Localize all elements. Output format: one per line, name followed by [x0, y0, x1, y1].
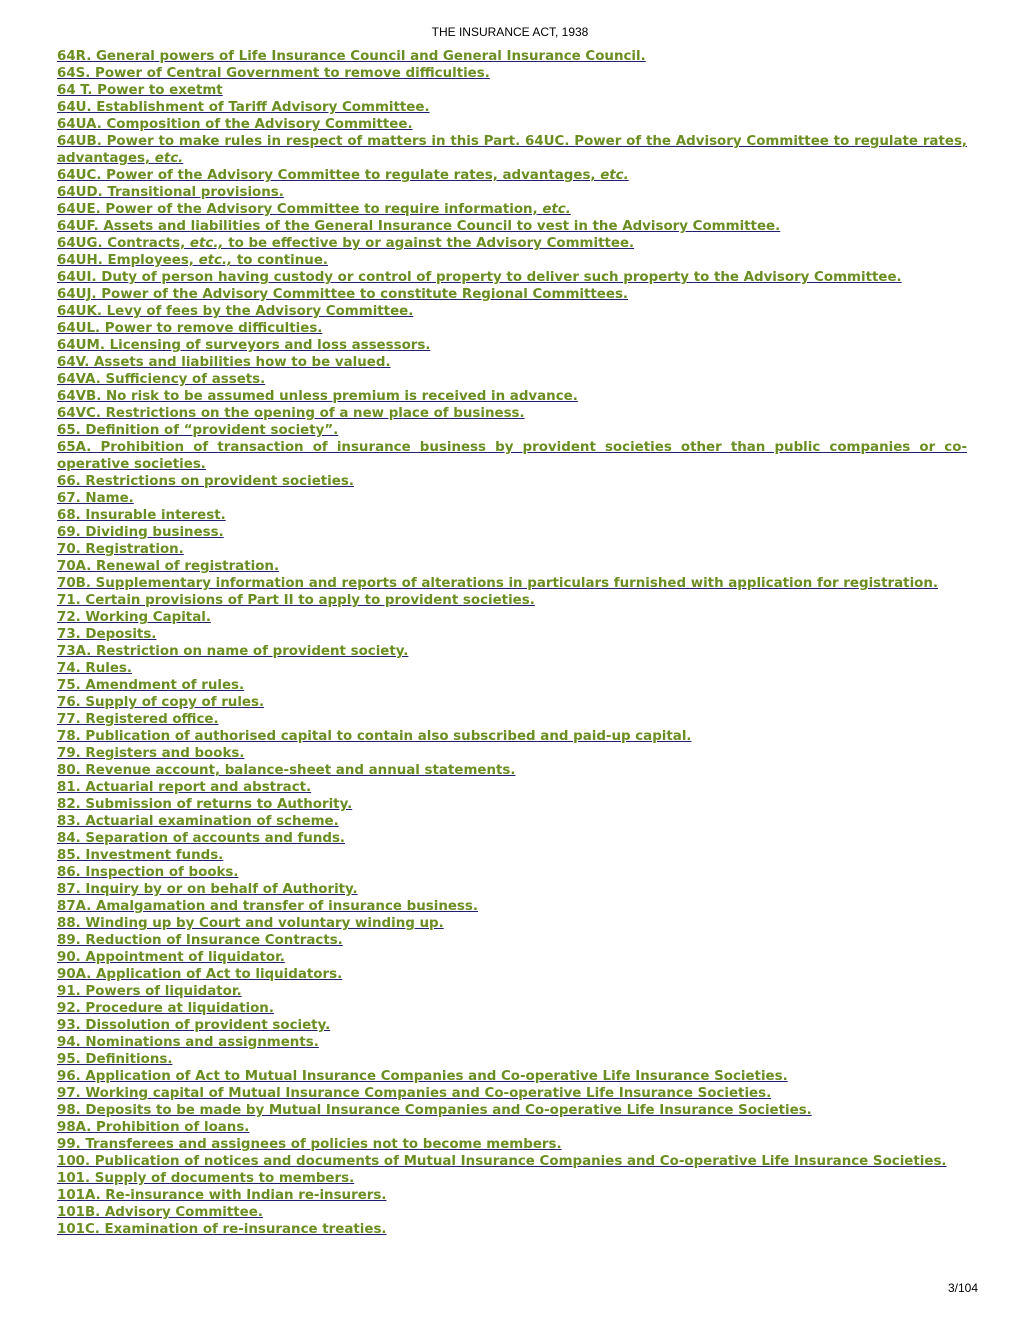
toc-link-text-after: to continue.	[236, 253, 329, 268]
toc-item	[57, 694, 967, 711]
toc-link-text: 101A. Re-insurance with Indian re-insurers.	[57, 1188, 387, 1203]
toc-link-emphasis: etc.	[542, 202, 571, 217]
toc-link-text: 67. Name.	[57, 491, 134, 506]
toc-link[interactable]	[57, 134, 967, 166]
toc-link[interactable]	[57, 66, 490, 81]
toc-item	[57, 252, 967, 269]
toc-link-emphasis: etc.,	[198, 253, 233, 268]
toc-link-text: 98A. Prohibition of loans.	[57, 1120, 250, 1135]
toc-item	[57, 779, 967, 796]
toc-link[interactable]	[57, 729, 692, 744]
toc-link[interactable]	[57, 440, 967, 472]
toc-link-text: 64UA. Composition of the Advisory Committee.	[57, 117, 413, 132]
toc-link-text: 64UE. Power of the Advisory Committee to require information,	[57, 202, 538, 217]
toc-link-text: 90A. Application of Act to liquidators.	[57, 967, 343, 982]
toc-link[interactable]	[57, 848, 223, 863]
toc-item	[57, 1017, 967, 1034]
toc-link[interactable]	[57, 338, 430, 353]
toc-item	[57, 490, 967, 507]
toc-link[interactable]	[57, 389, 578, 404]
toc-item	[57, 524, 967, 541]
toc-link[interactable]	[57, 644, 408, 659]
toc-link[interactable]	[57, 967, 342, 982]
toc-link[interactable]	[57, 355, 391, 370]
toc-link-text: 100. Publication of notices and documents of Mutual Insurance Companies and Co-operative Life Insurance Societies.	[57, 1154, 947, 1169]
toc-item	[57, 1034, 967, 1051]
toc-link-text: 81. Actuarial report and abstract.	[57, 780, 312, 795]
toc-link-text: 98. Deposits to be made by Mutual Insurance Companies and Co-operative Life Insurance Societies.	[57, 1103, 812, 1118]
toc-link[interactable]	[57, 1154, 947, 1169]
toc-link-text: 64UF. Assets and liabilities of the General Insurance Council to vest in the Advisory Committee.	[57, 219, 781, 234]
toc-link[interactable]	[57, 712, 219, 727]
toc-link-text: 101C. Examination of re-insurance treaties.	[57, 1222, 387, 1237]
toc-link-text: 64S. Power of Central Government to remove difficulties.	[57, 66, 490, 81]
toc-link[interactable]	[57, 1052, 172, 1067]
toc-link-text: 86. Inspection of books.	[57, 865, 239, 880]
toc-link[interactable]	[57, 899, 478, 914]
toc-link[interactable]	[57, 1018, 330, 1033]
toc-item	[57, 745, 967, 762]
toc-link-text: 74. Rules.	[57, 661, 132, 676]
toc-item	[57, 1085, 967, 1102]
toc-item	[57, 796, 967, 813]
toc-link[interactable]	[57, 865, 239, 880]
toc-link[interactable]	[57, 406, 525, 421]
toc-item	[57, 184, 967, 201]
toc-item	[57, 133, 967, 167]
toc-link[interactable]	[57, 1120, 249, 1135]
toc-item	[57, 1000, 967, 1017]
toc-item	[57, 762, 967, 779]
toc-link[interactable]	[57, 678, 244, 693]
toc-item	[57, 660, 967, 677]
toc-item	[57, 541, 967, 558]
toc-link-text: 91. Powers of liquidator.	[57, 984, 242, 999]
toc-item	[57, 48, 967, 65]
toc-link[interactable]	[57, 661, 132, 676]
toc-link-text: 68. Insurable interest.	[57, 508, 226, 523]
toc-link[interactable]	[57, 49, 646, 64]
toc-link[interactable]	[57, 304, 413, 319]
toc-link[interactable]	[57, 202, 571, 217]
toc-link-text: 87. Inquiry by or on behalf of Authority.	[57, 882, 358, 897]
toc-link-text: 92. Procedure at liquidation.	[57, 1001, 274, 1016]
toc-item	[57, 116, 967, 133]
toc-link-text: 101. Supply of documents to members.	[57, 1171, 355, 1186]
toc-link-text: 64UL. Power to remove difficulties.	[57, 321, 323, 336]
toc-link[interactable]	[57, 814, 339, 829]
toc-item	[57, 847, 967, 864]
toc-link-text: 80. Revenue account, balance-sheet and annual statements.	[57, 763, 516, 778]
toc-link[interactable]	[57, 270, 902, 285]
toc-link[interactable]	[57, 542, 184, 557]
toc-link-text: 64 T. Power to exetmt	[57, 83, 223, 98]
toc-item	[57, 507, 967, 524]
toc-link-text: 73. Deposits.	[57, 627, 157, 642]
toc-link-text: 70. Registration.	[57, 542, 184, 557]
toc-link-text: 65. Definition of “provident society”.	[57, 423, 339, 438]
toc-link[interactable]	[57, 576, 938, 591]
toc-link-emphasis: etc.,	[189, 236, 224, 251]
toc-link-text: 75. Amendment of rules.	[57, 678, 245, 693]
toc-link-text: 64UC. Power of the Advisory Committee to regulate rates, advantages,	[57, 168, 596, 183]
toc-link[interactable]	[57, 882, 358, 897]
toc-item	[57, 167, 967, 184]
toc-item	[57, 269, 967, 286]
toc-item	[57, 1068, 967, 1085]
toc-link[interactable]	[57, 950, 285, 965]
toc-link[interactable]	[57, 236, 634, 251]
toc-item	[57, 1221, 967, 1238]
toc-link-text: 64UH. Employees,	[57, 253, 194, 268]
toc-link-text: 82. Submission of returns to Authority.	[57, 797, 353, 812]
toc-item	[57, 371, 967, 388]
toc-link[interactable]	[57, 253, 328, 268]
toc-link[interactable]	[57, 746, 244, 761]
toc-link[interactable]	[57, 525, 224, 540]
toc-link[interactable]	[57, 1171, 354, 1186]
toc-item	[57, 65, 967, 82]
toc-link[interactable]	[57, 916, 444, 931]
toc-link-text: 72. Working Capital.	[57, 610, 211, 625]
page-number: 3/104	[947, 1281, 978, 1295]
toc-link-text: 76. Supply of copy of rules.	[57, 695, 265, 710]
toc-link-text: 64UJ. Power of the Advisory Committee to constitute Regional Committees.	[57, 287, 629, 302]
toc-link-emphasis: etc.	[600, 168, 629, 183]
toc-item	[57, 609, 967, 626]
toc-item	[57, 711, 967, 728]
toc-link[interactable]	[57, 491, 134, 506]
toc-item	[57, 575, 967, 592]
toc-item	[57, 592, 967, 609]
toc-link[interactable]	[57, 1086, 771, 1101]
toc-link[interactable]	[57, 1069, 788, 1084]
toc-link[interactable]	[57, 287, 628, 302]
toc-link-text: 77. Registered office.	[57, 712, 219, 727]
toc-item	[57, 473, 967, 490]
toc-link-text: 64UI. Duty of person having custody or control of property to deliver such property to the Advisory Committee.	[57, 270, 902, 285]
toc-item	[57, 286, 967, 303]
toc-link-text: 79. Registers and books.	[57, 746, 245, 761]
toc-item	[57, 388, 967, 405]
toc-link-text: 70B. Supplementary information and reports of alterations in particulars furnished with application for registration.	[57, 576, 938, 591]
toc-link[interactable]	[57, 610, 211, 625]
toc-link[interactable]	[57, 797, 352, 812]
toc-item	[57, 949, 967, 966]
toc-item	[57, 677, 967, 694]
toc-link-text: 64UB. Power to make rules in respect of matters in this Part. 64UC. Power of the Advisory Committee to regulate rates, advantages,	[57, 134, 967, 166]
toc-item	[57, 337, 967, 354]
toc-link[interactable]	[57, 780, 311, 795]
toc-item	[57, 354, 967, 371]
toc-link[interactable]	[57, 593, 535, 608]
toc-link[interactable]	[57, 100, 430, 115]
toc-item	[57, 320, 967, 337]
toc-link[interactable]	[57, 933, 343, 948]
toc-item	[57, 201, 967, 218]
toc-item	[57, 983, 967, 1000]
toc-link[interactable]	[57, 474, 354, 489]
toc-item	[57, 932, 967, 949]
toc-link[interactable]	[57, 117, 413, 132]
toc-link[interactable]	[57, 559, 279, 574]
toc-link-text: 65A. Prohibition of transaction of insurance business by provident societies other than public companies or co-operative societies.	[57, 440, 967, 472]
toc-item	[57, 728, 967, 745]
toc-link-text: 64UG. Contracts,	[57, 236, 186, 251]
toc-item	[57, 303, 967, 320]
toc-item	[57, 1051, 967, 1068]
toc-link-text: 89. Reduction of Insurance Contracts.	[57, 933, 343, 948]
toc-link-text: 64R. General powers of Life Insurance Council and General Insurance Council.	[57, 49, 646, 64]
toc-link-emphasis: etc.	[154, 151, 184, 166]
toc-item	[57, 864, 967, 881]
toc-link-text: 69. Dividing business.	[57, 525, 224, 540]
toc-item	[57, 82, 967, 99]
toc-link-text: 64UD. Transitional provisions.	[57, 185, 284, 200]
toc-link-text: 93. Dissolution of provident society.	[57, 1018, 331, 1033]
toc-item	[57, 1187, 967, 1204]
table-of-contents	[57, 48, 967, 1238]
toc-link-text: 64V. Assets and liabilities how to be valued.	[57, 355, 391, 370]
toc-link-text: 73A. Restriction on name of provident society.	[57, 644, 409, 659]
toc-link-text: 94. Nominations and assignments.	[57, 1035, 319, 1050]
toc-link[interactable]	[57, 1188, 386, 1203]
toc-item	[57, 1170, 967, 1187]
toc-link-text: 99. Transferees and assignees of policies not to become members.	[57, 1137, 562, 1152]
toc-link[interactable]	[57, 1103, 812, 1118]
toc-link[interactable]	[57, 168, 629, 183]
toc-link-text: 64VC. Restrictions on the opening of a new place of business.	[57, 406, 525, 421]
toc-item	[57, 218, 967, 235]
toc-item	[57, 813, 967, 830]
toc-link-text: 95. Definitions.	[57, 1052, 173, 1067]
toc-link-text: 78. Publication of authorised capital to contain also subscribed and paid-up capital.	[57, 729, 692, 744]
toc-link-text: 71. Certain provisions of Part II to apply to provident societies.	[57, 593, 535, 608]
toc-link-text: 70A. Renewal of registration.	[57, 559, 280, 574]
toc-link[interactable]	[57, 1205, 263, 1220]
toc-item	[57, 1136, 967, 1153]
toc-item	[57, 830, 967, 847]
toc-item	[57, 1153, 967, 1170]
toc-item	[57, 235, 967, 252]
toc-item	[57, 643, 967, 660]
document-header: THE INSURANCE ACT, 1938	[431, 25, 589, 39]
toc-link[interactable]	[57, 831, 345, 846]
toc-item	[57, 1204, 967, 1221]
toc-link[interactable]	[57, 321, 322, 336]
toc-link-text: 101B. Advisory Committee.	[57, 1205, 263, 1220]
toc-item	[57, 439, 967, 473]
toc-item	[57, 915, 967, 932]
toc-link-text: 64VB. No risk to be assumed unless premium is received in advance.	[57, 389, 578, 404]
toc-item	[57, 1102, 967, 1119]
toc-link[interactable]	[57, 185, 284, 200]
toc-link-text: 66. Restrictions on provident societies.	[57, 474, 354, 489]
toc-link-text: 64U. Establishment of Tariff Advisory Committee.	[57, 100, 430, 115]
toc-link-text-after: to be effective by or against the Advisory Committee.	[228, 236, 635, 251]
toc-item	[57, 422, 967, 439]
toc-link-text: 88. Winding up by Court and voluntary winding up.	[57, 916, 444, 931]
toc-link[interactable]	[57, 219, 780, 234]
toc-link[interactable]	[57, 508, 226, 523]
toc-link-text: 97. Working capital of Mutual Insurance Companies and Co-operative Life Insurance Societies.	[57, 1086, 772, 1101]
toc-link-text: 87A. Amalgamation and transfer of insurance business.	[57, 899, 478, 914]
toc-link[interactable]	[57, 1137, 562, 1152]
toc-link[interactable]	[57, 1222, 387, 1237]
toc-link[interactable]	[57, 423, 338, 438]
toc-link-text: 64UM. Licensing of surveyors and loss assessors.	[57, 338, 431, 353]
toc-link-text: 64VA. Sufficiency of assets.	[57, 372, 266, 387]
toc-link-text: 64UK. Levy of fees by the Advisory Committee.	[57, 304, 414, 319]
toc-link[interactable]	[57, 1001, 274, 1016]
toc-link-text: 85. Investment funds.	[57, 848, 224, 863]
toc-link-text: 83. Actuarial examination of scheme.	[57, 814, 339, 829]
toc-item	[57, 898, 967, 915]
toc-link[interactable]	[57, 627, 156, 642]
toc-item	[57, 1119, 967, 1136]
toc-link[interactable]	[57, 372, 265, 387]
toc-link-text: 96. Application of Act to Mutual Insurance Companies and Co-operative Life Insurance Societies.	[57, 1069, 788, 1084]
toc-item	[57, 881, 967, 898]
toc-link[interactable]	[57, 83, 223, 98]
toc-item	[57, 558, 967, 575]
toc-item	[57, 405, 967, 422]
toc-link[interactable]	[57, 695, 264, 710]
toc-link-text: 90. Appointment of liquidator.	[57, 950, 285, 965]
toc-item	[57, 626, 967, 643]
toc-link-text: 84. Separation of accounts and funds.	[57, 831, 346, 846]
toc-link[interactable]	[57, 984, 242, 999]
toc-item	[57, 99, 967, 116]
toc-item	[57, 966, 967, 983]
toc-link[interactable]	[57, 763, 515, 778]
toc-link[interactable]	[57, 1035, 319, 1050]
